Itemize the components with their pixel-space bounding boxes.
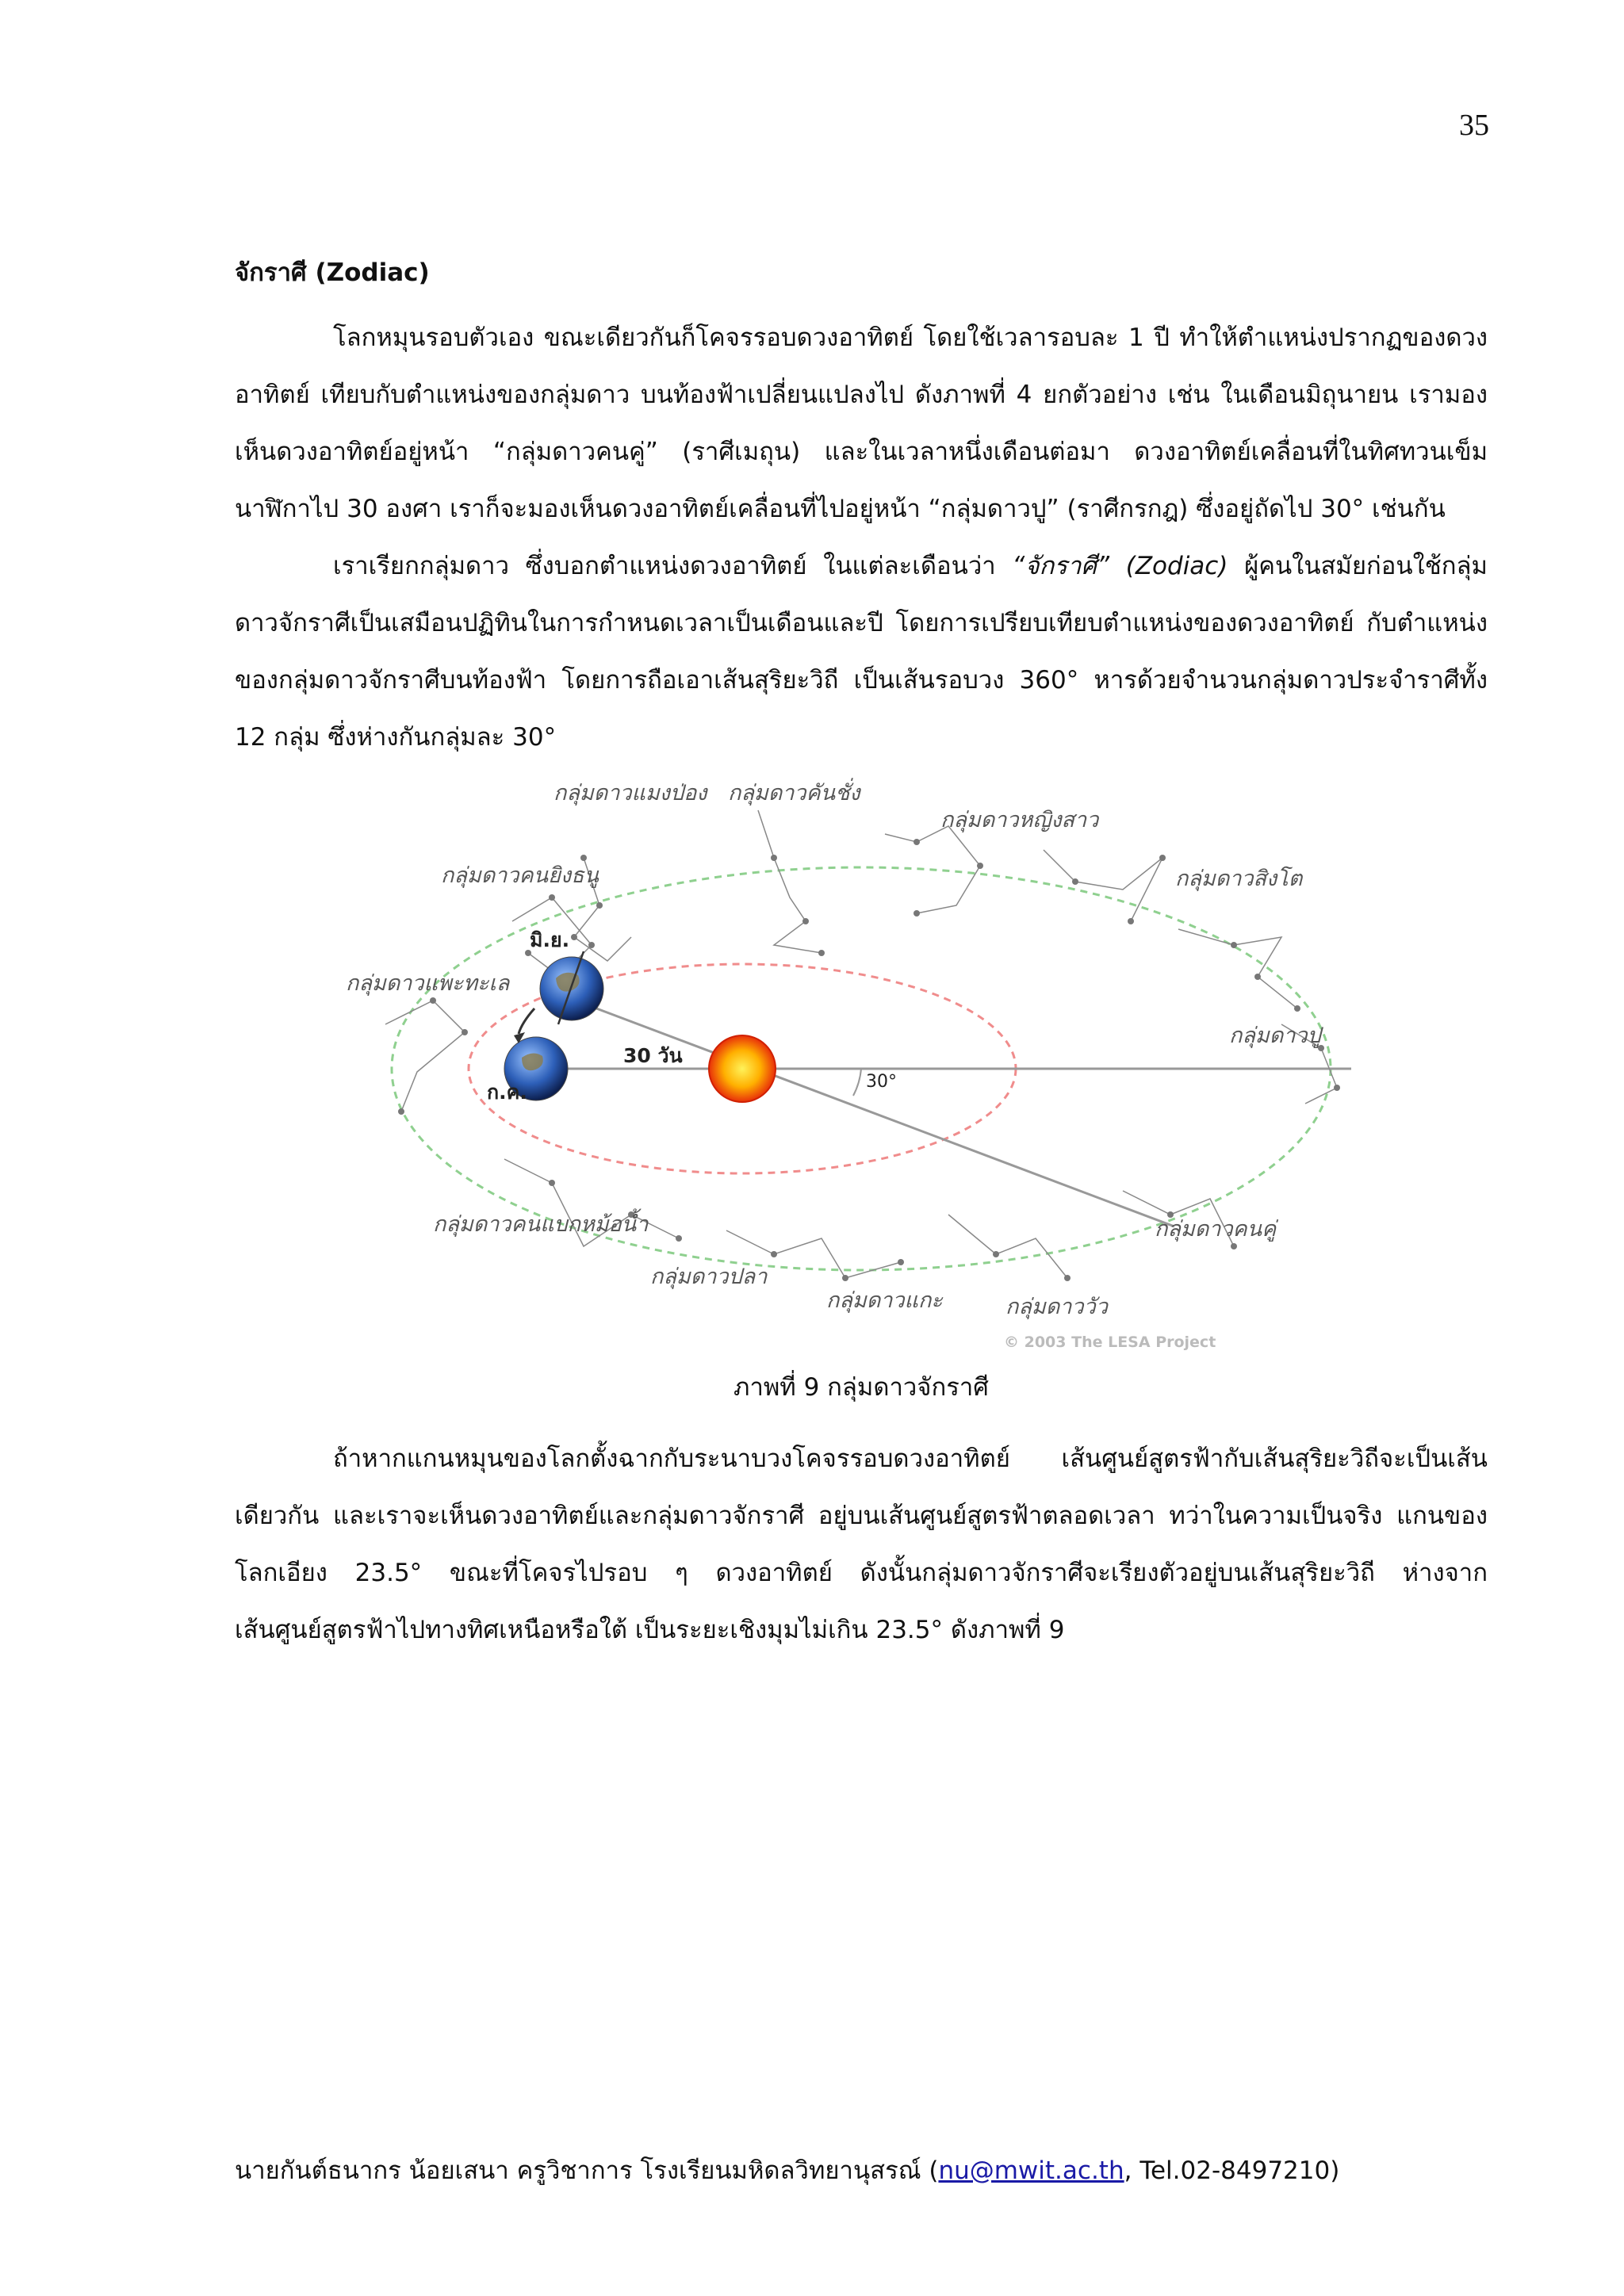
document-body — [235, 254, 1488, 1659]
angle-arc — [853, 1069, 861, 1096]
label-aquarius: กลุ่มดาวคนแบกหม้อน้ำ — [433, 1212, 649, 1237]
label-taurus: กลุ่มดาววัว — [1005, 1295, 1108, 1319]
label-libra: กลุ่มดาวคันชั่ง — [728, 781, 860, 806]
zodiac-figure — [346, 771, 1377, 1357]
paragraph-1: โลกหมุนรอบตัวเอง ขณะเดียวกันก็โคจรรอบดวงอาทิตย์ โดยใช้เวลารอบละ 1 ปี ทำให้ตำแหน่งปรากฏของดวงอาทิตย์ เทียบกับตำแหน่งของกลุ่มดาว บนท้องฟ้าเปลี่ยนแปลงไป ดังภาพที่ 4 ยกตัวอย่าง เช่น ในเดือนมิถุนายน เรามองเห็นดวงอาทิตย์อยู่หน้า “กลุ่มดาวคนคู่” (ราศีเมถุน) และในเวลาหนึ่งเดือนต่อมา ดวงอาทิตย์เคลื่อนที่ในทิศทวนเข็มนาฬิกาไป 30 องศา เราก็จะมองเห็นดวงอาทิตย์เคลื่อนที่ไปอยู่หน้า “กลุ่มดาวปู” (ราศีกรกฎ) ซึ่งอยู่ถัดไป 30° เช่นกัน — [235, 323, 1488, 523]
label-30-degrees: 30° — [866, 1072, 897, 1092]
label-sagittarius: กลุ่มดาวคนยิงธนู — [441, 863, 599, 888]
label-30-days: 30 วัน — [623, 1044, 683, 1067]
motion-arrow — [519, 1008, 534, 1034]
footer-author: นายกันต์ธนากร น้อยเสนา ครูวิชาการ โรงเรียนมหิดลวิทยานุสรณ์ ( — [235, 2156, 939, 2185]
label-july: ก.ค. — [487, 1081, 527, 1104]
page-number: 35 — [1459, 109, 1489, 142]
sight-line-june — [544, 989, 1174, 1226]
label-june: มิ.ย. — [530, 928, 570, 951]
figure-copyright: © 2003 The LESA Project — [1004, 1334, 1216, 1351]
paragraph-2-emphasis: “จักราศี” (Zodiac) — [1012, 552, 1228, 580]
label-virgo: กลุ่มดาวหญิงสาว — [940, 808, 1099, 832]
label-capricorn: กลุ่มดาวแพะทะเล — [346, 971, 510, 996]
label-gemini: กลุ่มดาวคนคู่ — [1155, 1217, 1277, 1242]
page-footer — [235, 2150, 1339, 2190]
paragraph-2-text-b: ผู้คนในสมัยก่อนใช้กลุ่มดาวจักราศีเป็นเสมือนปฏิทินในการกำหนดเวลาเป็นเดือนและปี โดยการเปรียบเทียบตำแหน่งของดวงอาทิตย์ กับตำแหน่งของกลุ่มดาวจักราศีบนท้องฟ้า โดยการถือเอาเส้นสุริยะวิถี เป็นเส้นรอบวง 360° หารด้วยจำนวนกลุ่มดาวประจำราศีทั้ง 12 กลุ่ม ซึ่งห่างกันกลุ่มละ 30° — [235, 552, 1488, 752]
paragraph-3: ถ้าหากแกนหมุนของโลกตั้งฉากกับระนาบวงโคจรรอบดวงอาทิตย์ เส้นศูนย์สูตรฟ้ากับเส้นสุริยะวิถีจะเป็นเส้นเดียวกัน และเราจะเห็นดวงอาทิตย์และกลุ่มดาวจักราศี อยู่บนเส้นศูนย์สูตรฟ้าตลอดเวลา ทว่าในความเป็นจริง แกนของโลกเอียง 23.5° ขณะที่โคจรไปรอบ ๆ ดวงอาทิตย์ ดังนั้นกลุ่มดาวจักราศีจะเรียงตัวอยู่บนเส้นสุริยะวิถี ห่างจากเส้นศูนย์สูตรฟ้าไปทางทิศเหนือหรือใต้ เป็นระยะเชิงมุมไม่เกิน 23.5° ดังภาพที่ 9 — [235, 1445, 1488, 1644]
label-leo: กลุ่มดาวสิงโต — [1175, 867, 1303, 891]
section-heading: จักราศี (Zodiac) — [235, 258, 430, 287]
footer-phone: , Tel.02-8497210) — [1124, 2156, 1340, 2185]
label-cancer: กลุ่มดาวปู — [1229, 1024, 1321, 1048]
label-aries: กลุ่มดาวแกะ — [826, 1288, 943, 1313]
paragraph-2-text-a: เราเรียกกลุ่มดาว ซึ่งบอกตำแหน่งดวงอาทิตย์ ในแต่ละเดือนว่า — [333, 552, 1013, 580]
sun — [709, 1035, 776, 1102]
paragraph-2 — [235, 538, 1488, 766]
label-pisces: กลุ่มดาวปลา — [650, 1265, 768, 1289]
figure-caption: ภาพที่ 9 กลุ่มดาวจักราศี — [733, 1373, 989, 1402]
footer-email-link[interactable]: nu@mwit.ac.th — [938, 2156, 1124, 2185]
label-scorpio: กลุ่มดาวแมงป่อง — [553, 781, 707, 806]
